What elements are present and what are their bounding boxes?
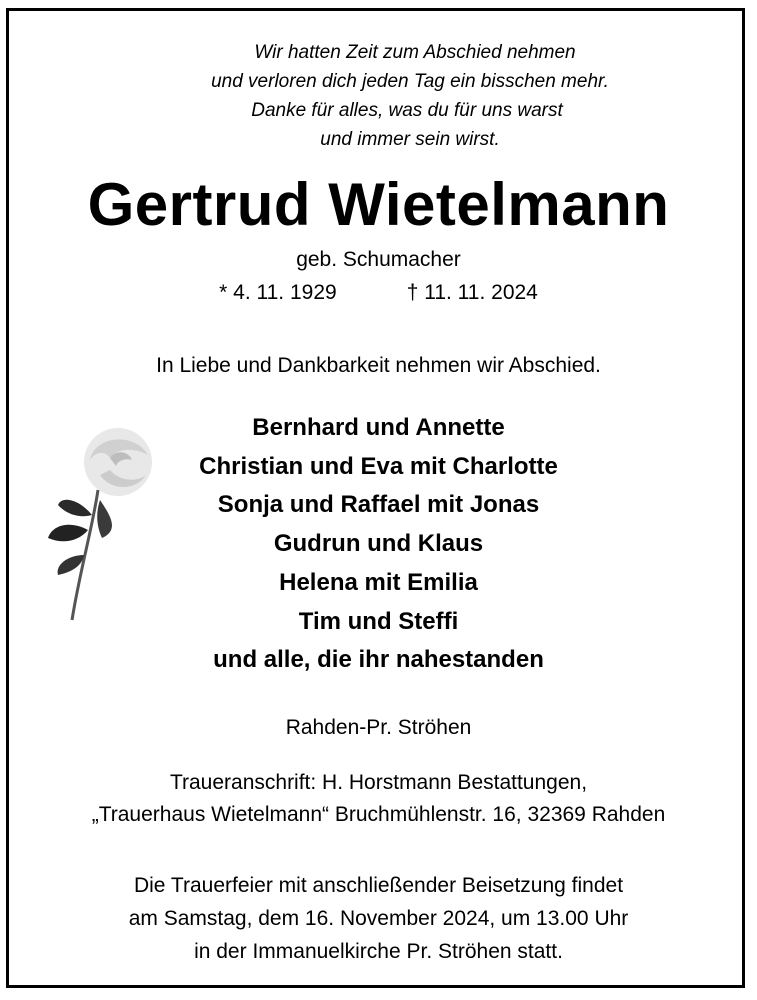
family-member: Bernhard und Annette <box>252 414 505 441</box>
poem-line: und verloren dich jeden Tag ein bisschen mehr. <box>211 71 609 92</box>
family-member: und alle, die ihr nahestanden <box>213 646 544 674</box>
family-list <box>0 409 757 680</box>
death-date: † 11. 11. 2024 <box>406 281 538 304</box>
service-line: Die Trauerfeier mit anschließender Beisetzung findet <box>133 874 624 897</box>
poem-line: und immer sein wirst. <box>320 129 500 150</box>
address-line: Traueranschrift: H. Horstmann Bestattungen, <box>169 771 588 794</box>
deceased-name: Gertrud Wietelmann <box>87 171 670 238</box>
address-line: „Trauerhaus Wietelmann“ Bruchmühlenstr. 16, 32369 Rahden <box>91 803 666 826</box>
family-member: Sonja und Raffael mit Jonas <box>217 491 540 519</box>
poem <box>60 38 757 154</box>
farewell-text: In Liebe und Dankbarkeit nehmen wir Abschied. <box>156 354 601 377</box>
life-dates <box>0 281 757 305</box>
mourning-address <box>0 767 757 831</box>
poem-line: Danke für alles, was du für uns warst <box>251 100 563 121</box>
place: Rahden-Pr. Ströhen <box>285 716 472 739</box>
birth-date: * 4. 11. 1929 <box>219 281 337 304</box>
maiden-name: geb. Schumacher <box>296 248 461 271</box>
poem-line: Wir hatten Zeit zum Abschied nehmen <box>254 42 576 63</box>
family-member: Christian und Eva mit Charlotte <box>199 452 558 480</box>
funeral-service-info <box>0 869 757 968</box>
family-member: Helena mit Emilia <box>279 568 478 596</box>
service-line: am Samstag, dem 16. November 2024, um 13.00 Uhr <box>128 907 629 930</box>
family-member: Gudrun und Klaus <box>273 530 484 558</box>
family-member: Tim und Steffi <box>298 607 459 635</box>
service-line: in der Immanuelkirche Pr. Ströhen statt. <box>194 940 563 963</box>
